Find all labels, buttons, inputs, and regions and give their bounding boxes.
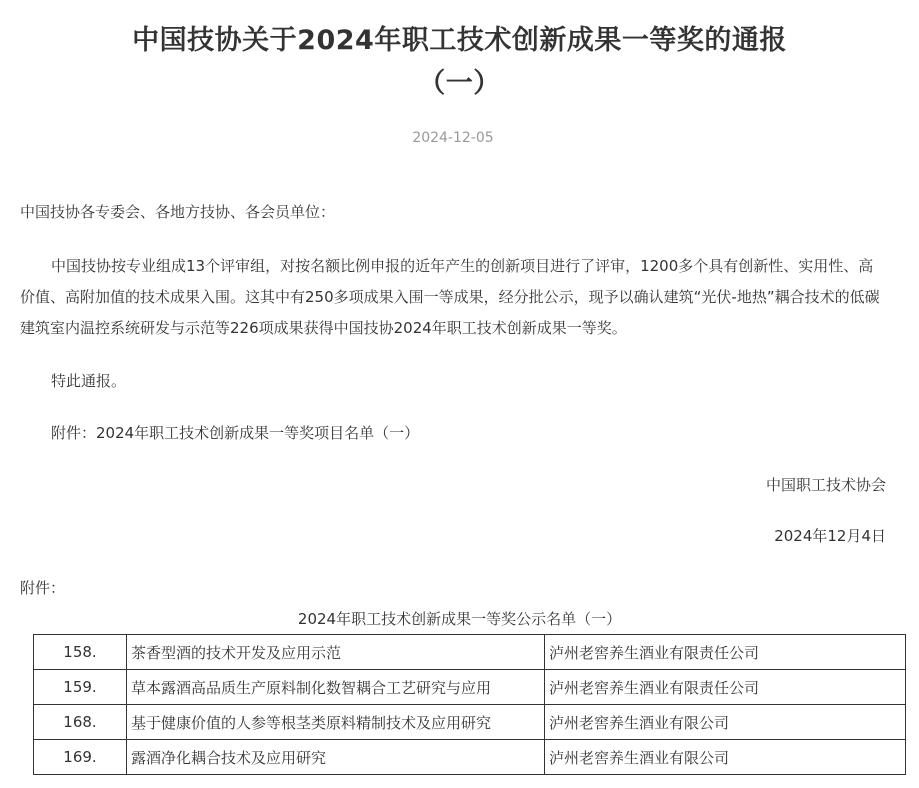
body-paragraph: 中国技协按专业组成13个评审组，对按名额比例申报的近年产生的创新项目进行了评审，1200多个具有创新性、实用性、高价值、高附加值的技术成果入围。这其中有250多项成果入围一等成果，经分批公示，现予以确认建筑“光伏-地热”耦合技术的低碳建筑室内温控系统研发与示范等226项成果获得中国技协2024年职工技术创新成果一等奖。 bbox=[20, 257, 880, 337]
table-row bbox=[34, 705, 906, 740]
sign-date: 2024年12月4日 bbox=[774, 527, 886, 545]
project-name: 露酒净化耦合技术及应用研究 bbox=[127, 740, 545, 775]
salutation: 中国技协各专委会、各地方技协、各会员单位： bbox=[20, 203, 336, 221]
table-row bbox=[34, 635, 906, 670]
attachment-line: 附件：2024年职工技术创新成果一等奖项目名单（一） bbox=[51, 424, 420, 442]
company-name: 泸州老窖养生酒业有限公司 bbox=[545, 740, 906, 775]
company-name: 泸州老窖养生酒业有限责任公司 bbox=[545, 670, 906, 705]
awards-table bbox=[33, 634, 906, 775]
row-number: 168. bbox=[34, 705, 127, 740]
project-name: 基于健康价值的人参等根茎类原料精制技术及应用研究 bbox=[127, 705, 545, 740]
notice-text: 特此通报。 bbox=[51, 372, 127, 390]
page-title-subtitle: （一） bbox=[418, 68, 501, 99]
issuer-name: 中国职工技术协会 bbox=[765, 476, 886, 494]
row-number: 159. bbox=[34, 670, 127, 705]
project-name: 茶香型酒的技术开发及应用示范 bbox=[127, 635, 545, 670]
row-number: 169. bbox=[34, 740, 127, 775]
page-title: 中国技协关于2024年职工技术创新成果一等奖的通报 bbox=[132, 25, 787, 56]
table-row bbox=[34, 740, 906, 775]
project-name: 草本露酒高品质生产原料制化数智耦合工艺研究与应用 bbox=[127, 670, 545, 705]
company-name: 泸州老窖养生酒业有限责任公司 bbox=[545, 635, 906, 670]
row-number: 158. bbox=[34, 635, 127, 670]
table-row bbox=[34, 670, 906, 705]
publish-date: 2024-12-05 bbox=[412, 130, 494, 146]
table-title: 2024年职工技术创新成果一等奖公示名单（一） bbox=[297, 610, 622, 628]
attachment-label: 附件： bbox=[20, 579, 66, 597]
company-name: 泸州老窖养生酒业有限公司 bbox=[545, 705, 906, 740]
